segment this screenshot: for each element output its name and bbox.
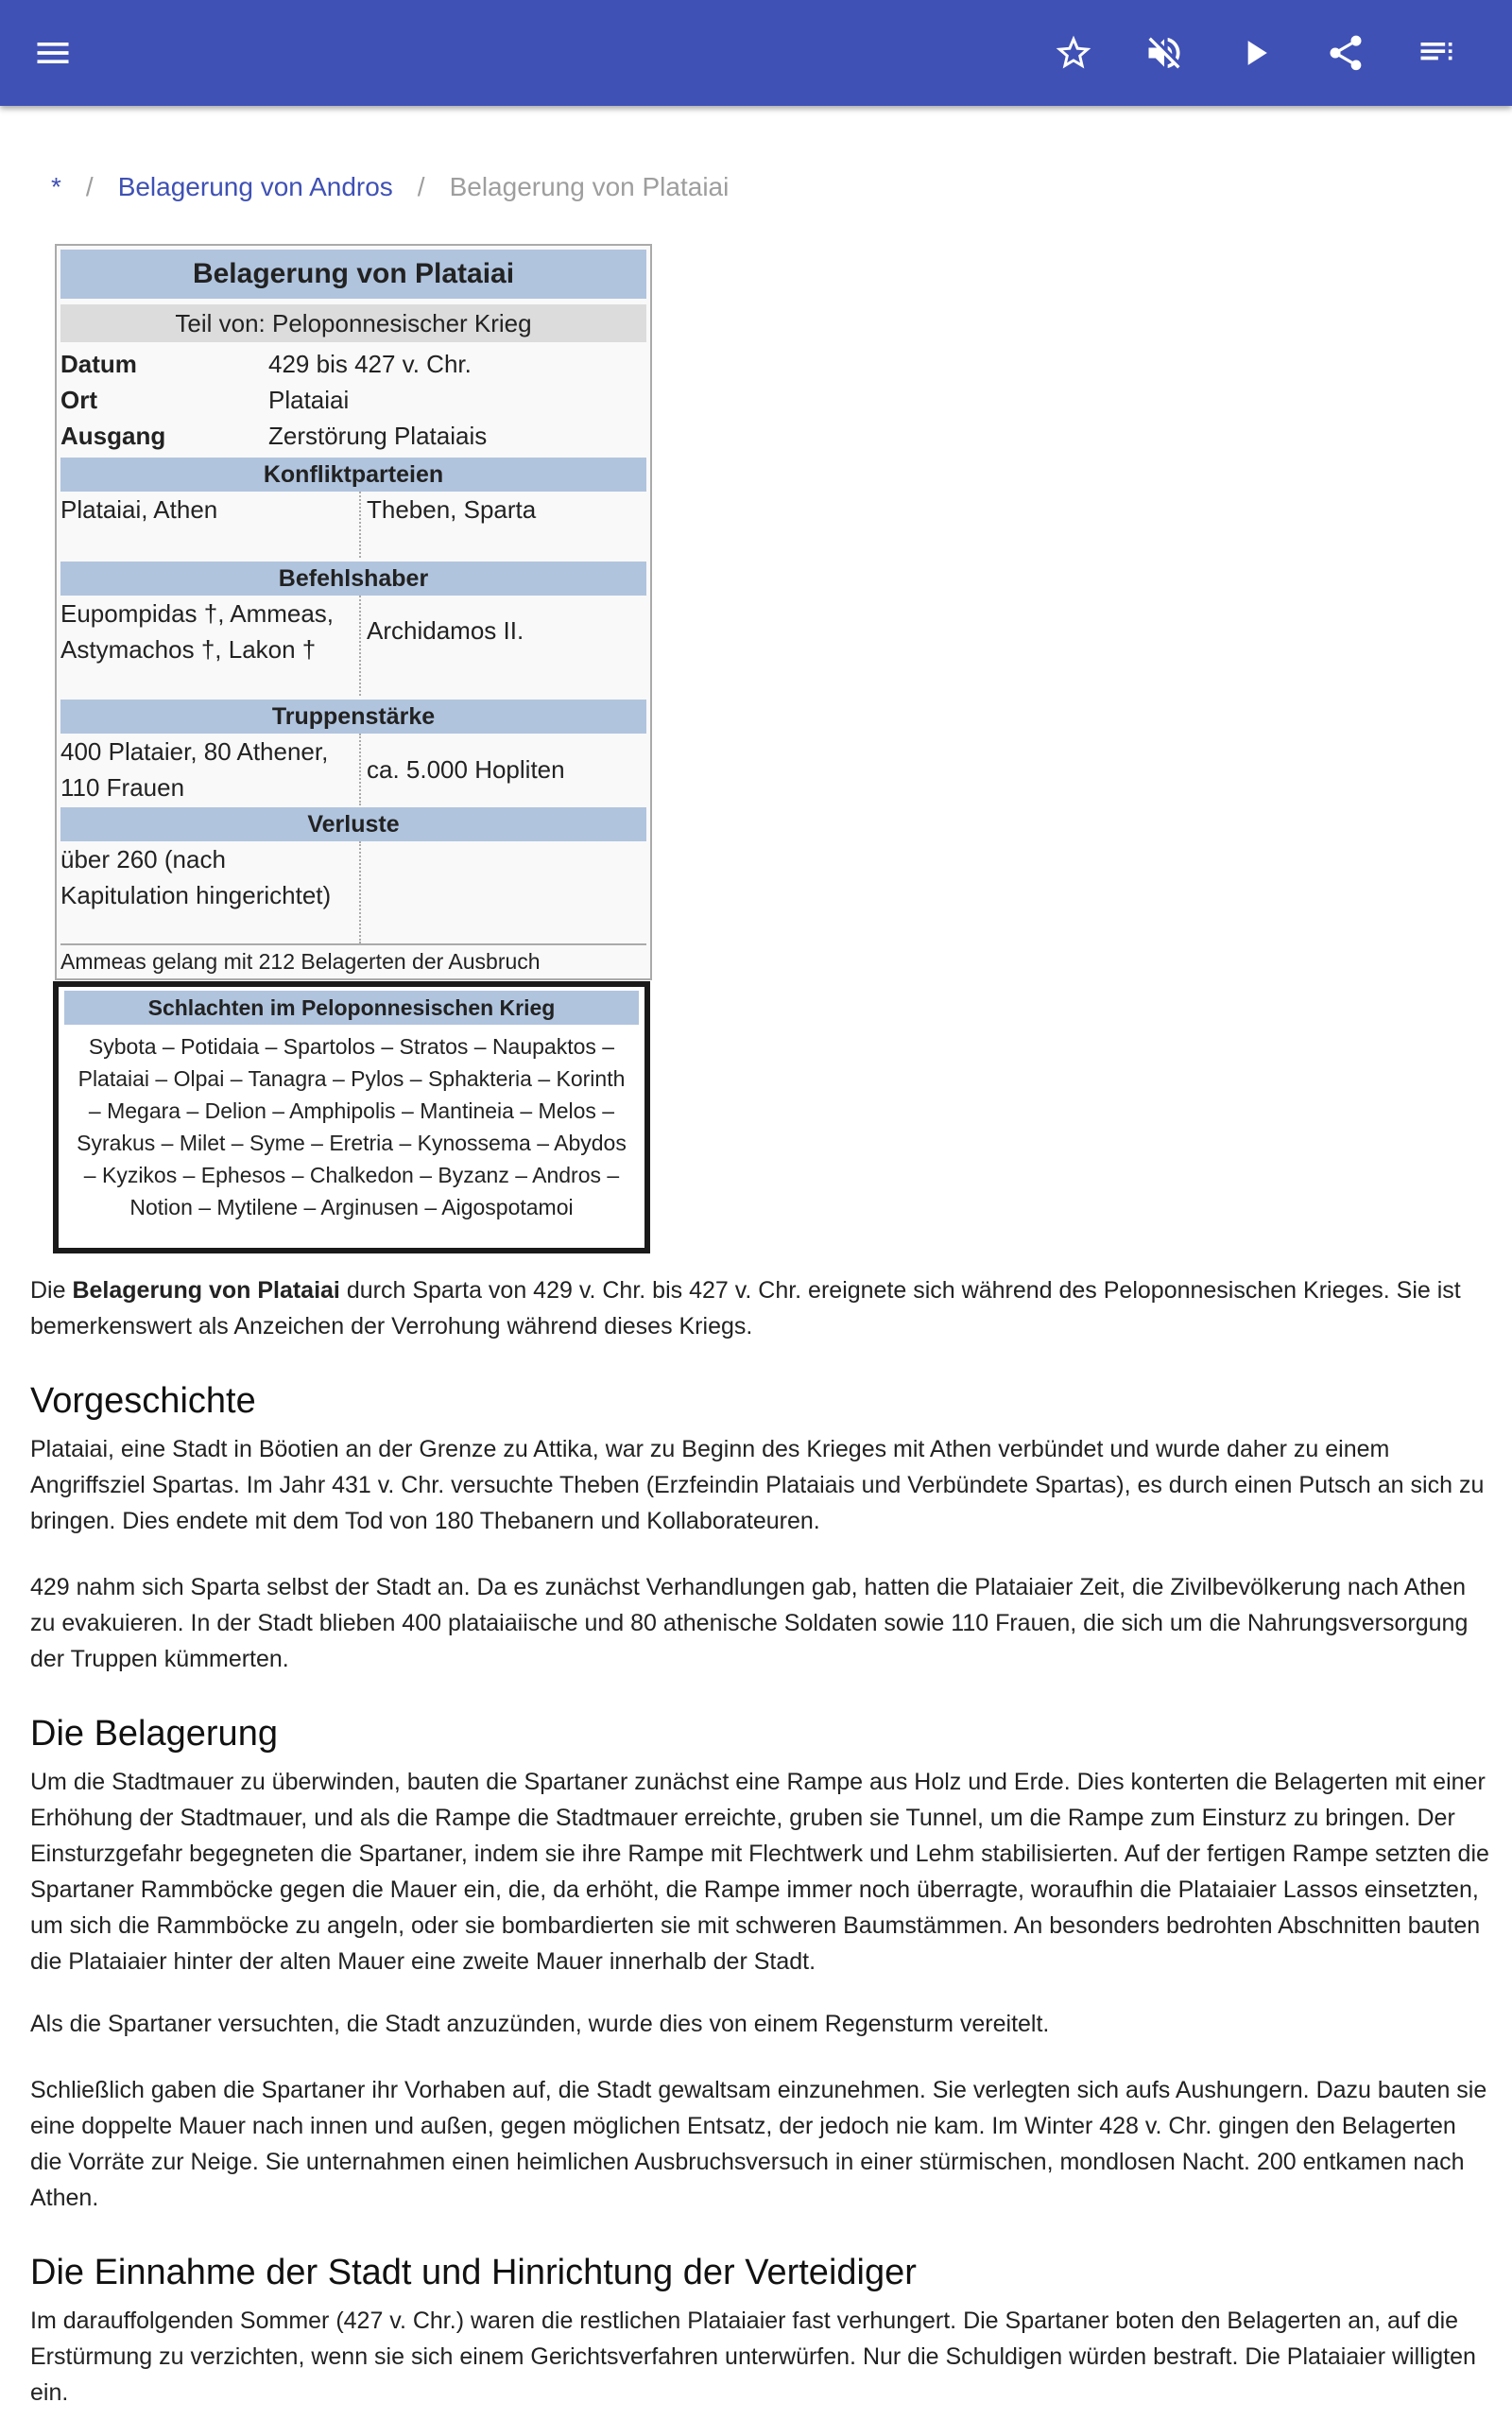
paragraph: Um die Stadtmauer zu überwinden, bauten die Spartaner zunächst eine Rampe aus Holz und Erde. Dies konterten die Belagerten mit einer Erhöhung der Stadtmauer, und als die Rampe die Stadtmauer erreichte, gruben sie Tunnel, um die Rampe zum Einsturz zu bringen. Der Einsturzgefahr begegneten die Spartaner, indem sie ihre Rampe mit Flechtwerk und Lehm stabilisierten. Auf der fertigen Rampe setzten die Spartaner Rammböcke gegen die Mauer ein, die, da erhöht, die Rampe immer noch überragte, woraufhin die Plataiaier Lassos einsetzten, um sich die Rammböcke zu angeln, oder sie bombardierten sie mit schweren Baumstämmen. An besonders bedrohten Abschnitten bauten die Plataiaier hinter der alten Mauer eine zweite Mauer innerhalb der Stadt. — [30, 1769, 1489, 1975]
heading-die-belagerung: Die Belagerung — [30, 1714, 278, 1754]
top-app-bar — [0, 0, 1512, 106]
breadcrumb-parent[interactable]: Belagerung von Andros — [117, 172, 393, 201]
battles-navbox — [53, 981, 650, 1253]
losses-left: über 260 (nach Kapitulation hingerichtet) — [60, 841, 361, 943]
row-key: Ausgang — [60, 421, 166, 450]
navbox-line[interactable]: – Megara – Delion – Amphipolis – Mantineia – Melos – — [88, 1098, 615, 1123]
infobox-verluste — [60, 841, 646, 943]
paragraph: Plataiai, eine Stadt in Böotien an der Grenze zu Attika, war zu Beginn des Krieges mit Athen verbündet und wurde daher zu einem Angriffsziel Spartas. Im Jahr 431 v. Chr. versuchte Theben (Erzfeindin Plataiais und Verbündete Spartas), es durch einen Putsch an sich zu bringen. Dies endete mit dem Tod von 180 Thebanern und Kollaborateuren. — [30, 1436, 1485, 1534]
breadcrumb-separator: / — [417, 172, 425, 201]
infobox-subtitle: Teil von: Peloponnesischer Krieg — [60, 304, 646, 342]
navbox-line[interactable]: Syrakus – Milet – Syme – Eretria – Kynossema – Abydos — [77, 1131, 627, 1155]
infobox-truppenstaerke — [60, 734, 646, 805]
commander-right: Archidamos II. — [367, 616, 524, 645]
losses-right — [361, 841, 646, 943]
row-key: Ort — [60, 385, 97, 414]
heading-einnahme: Die Einnahme der Stadt und Hinrichtung der Verteidiger — [30, 2253, 917, 2292]
menu-icon[interactable] — [25, 25, 81, 81]
infobox-row-datum — [60, 346, 646, 382]
navbox-line[interactable]: – Kyzikos – Ephesos – Chalkedon – Byzanz – Andros – — [83, 1163, 620, 1187]
volume-off-icon[interactable] — [1136, 25, 1193, 81]
paragraph: Als die Spartaner versuchten, die Stadt anzuzünden, wurde dies von einem Regensturm vereitelt. — [30, 2011, 1050, 2037]
infobox-row-ort — [60, 382, 646, 418]
paragraph: Im darauffolgenden Sommer (427 v. Chr.) waren die restlichen Plataiaier fast verhungert. Die Spartaner boten den Belagerten an, auf die Erstürmung zu verzichten, wenn sie sich einem Gerichtsverfahren unterwürfen. Nur die Schuldigen würden bestraft. Die Plataiaier willigten ein. — [30, 2308, 1476, 2406]
navbox-line[interactable]: Plataiai – Olpai – Tanagra – Pylos – Sphakteria – Korinth — [77, 1066, 626, 1091]
party-right: Theben, Sparta — [367, 495, 537, 524]
infobox — [55, 244, 652, 980]
infobox-header-konfliktparteien: Konfliktparteien — [60, 458, 646, 492]
navbox-title[interactable]: Schlachten im Peloponnesischen Krieg — [64, 991, 639, 1025]
party-left: Plataiai, Athen — [60, 492, 361, 558]
breadcrumb-separator: / — [85, 172, 94, 201]
share-icon[interactable] — [1317, 25, 1374, 81]
row-value[interactable]: Plataiai — [268, 385, 350, 414]
strength-right: ca. 5.000 Hopliten — [367, 755, 565, 784]
breadcrumb — [51, 168, 729, 206]
infobox-title: Belagerung von Plataiai — [60, 250, 646, 299]
infobox-header-truppenstaerke: Truppenstärke — [60, 700, 646, 734]
breadcrumb-current: Belagerung von Plataiai — [449, 172, 730, 201]
play-icon[interactable] — [1227, 25, 1283, 81]
navbox-line[interactable]: Notion – Mytilene – Arginusen – Aigospotamoi — [129, 1195, 574, 1219]
infobox-note: Ammeas gelang mit 212 Belagerten der Ausbruch — [60, 943, 646, 975]
intro-text: Die — [30, 1277, 73, 1304]
heading-vorgeschichte: Vorgeschichte — [30, 1381, 256, 1421]
playlist-icon[interactable] — [1408, 25, 1465, 81]
row-value: 429 bis 427 v. Chr. — [268, 349, 472, 378]
paragraph: 429 nahm sich Sparta selbst der Stadt an. Da es zunächst Verhandlungen gab, hatten die Plataiaier Zeit, die Zivilbevölkerung nach Athen zu evakuieren. In der Stadt blieben 400 plataiaiische und 80 athenische Soldaten sowie 110 Frauen, die sich um die Nahrungsversorgung der Truppen kümmerten. — [30, 1574, 1469, 1672]
row-value: Zerstörung Plataiais — [268, 421, 488, 450]
breadcrumb-home[interactable]: * — [51, 172, 61, 201]
strength-left: 400 Plataier, 80 Athener, 110 Frauen — [60, 734, 361, 805]
infobox-row-ausgang — [60, 418, 646, 454]
intro-text: durch Sparta von 429 v. Chr. bis 427 v. Chr. ereignete sich während des Peloponnesischen Krieges. Sie ist bemerkenswert als Anzeichen der Verrohung während dieses Kriegs. — [30, 1277, 1461, 1340]
intro-paragraph — [30, 1272, 1491, 1344]
infobox-header-verluste: Verluste — [60, 807, 646, 841]
infobox-konfliktparteien — [60, 492, 646, 558]
paragraph: Schließlich gaben die Spartaner ihr Vorhaben auf, die Stadt gewaltsam einzunehmen. Sie verlegten sich aufs Aushungern. Dazu bauten sie eine doppelte Mauer nach innen und außen, gegen möglichen Entsatz, der jedoch nie kam. Im Winter 428 v. Chr. gingen den Belagerten die Vorräte zur Neige. Sie unternahmen einen heimlichen Ausbruchsversuch in einer stürmischen, mondlosen Nacht. 200 entkamen nach Athen. — [30, 2077, 1487, 2211]
commander-left: Eupompidas †, Ammeas, Astymachos †, Lakon † — [60, 596, 361, 696]
row-key: Datum — [60, 349, 137, 378]
navbox-line[interactable]: Sybota – Potidaia – Spartolos – Stratos – Naupaktos – — [88, 1034, 615, 1059]
navbox-list — [68, 1030, 635, 1223]
infobox-header-befehlshaber: Befehlshaber — [60, 562, 646, 596]
star-outline-icon[interactable] — [1045, 25, 1102, 81]
intro-bold-title: Belagerung von Plataiai — [72, 1277, 340, 1304]
infobox-befehlshaber — [60, 596, 646, 696]
